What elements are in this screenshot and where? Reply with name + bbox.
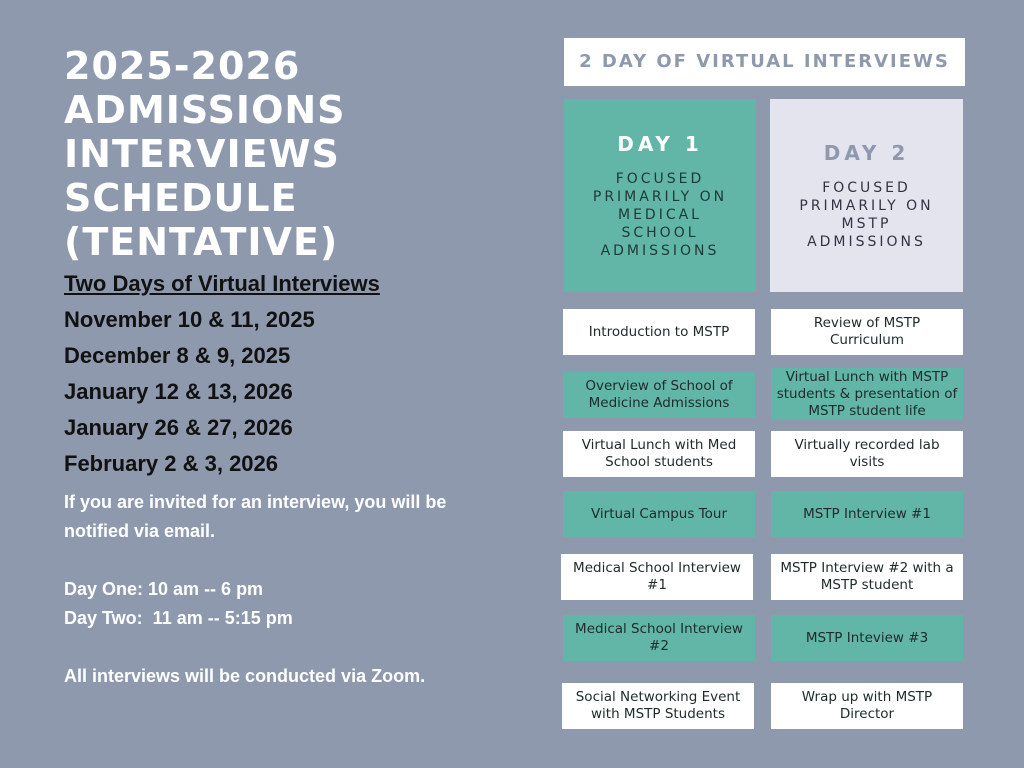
day2-title: DAY 2 [823, 140, 910, 165]
date-item: January 26 & 27, 2026 [64, 415, 293, 440]
invite-note: If you are invited for an interview, you will be notified via email. [64, 492, 447, 541]
day2-slot-1: Review of MSTP Curriculum [771, 309, 963, 355]
date-item: February 2 & 3, 2026 [64, 451, 279, 476]
date-item: December 8 & 9, 2025 [64, 343, 291, 368]
title-line: 2025-2026 [64, 44, 301, 88]
spacer [64, 546, 484, 575]
interview-dates [64, 268, 484, 484]
day1-slot-7: Social Networking Event with MSTP Students [562, 683, 754, 729]
day1-title: DAY 1 [617, 131, 703, 156]
title-line: ADMISSIONS [64, 88, 346, 132]
day2-description: FOCUSED PRIMARILY ON MSTP ADMISSIONS [799, 179, 934, 250]
title-line: SCHEDULE [64, 176, 298, 220]
day2-box [770, 99, 963, 292]
zoom-note: All interviews will be conducted via Zoom. [64, 666, 426, 686]
day1-box [564, 99, 756, 292]
day2-slot-2: Virtual Lunch with MSTP students & presentation of MSTP student life [771, 368, 963, 420]
day2-slot-7: Wrap up with MSTP Director [771, 683, 963, 729]
page-title [64, 44, 484, 264]
day-two-hours: Day Two: 11 am -- 5:15 pm [64, 608, 293, 628]
day2-slot-6: MSTP Inteview #3 [771, 615, 963, 661]
day1-slot-5: Medical School Interview #1 [561, 554, 753, 600]
spacer [64, 633, 484, 662]
date-item: November 10 & 11, 2025 [64, 307, 315, 332]
day-one-hours: Day One: 10 am -- 6 pm [64, 579, 264, 599]
day2-slot-4: MSTP Interview #1 [771, 491, 963, 537]
day1-slot-2: Overview of School of Medicine Admissions [563, 372, 755, 418]
schedule-header: 2 DAY OF VIRTUAL INTERVIEWS [564, 38, 965, 86]
day1-slot-4: Virtual Campus Tour [563, 491, 755, 537]
info-section [64, 488, 484, 691]
date-item: January 12 & 13, 2026 [64, 379, 293, 404]
title-line: INTERVIEWS [64, 132, 340, 176]
day2-slot-5: MSTP Interview #2 with a MSTP student [771, 554, 963, 600]
day1-description: FOCUSED PRIMARILY ON MEDICAL SCHOOL ADMISSIONS [592, 170, 728, 259]
day1-slot-1: Introduction to MSTP [563, 309, 755, 355]
day2-slot-3: Virtually recorded lab visits [771, 431, 963, 477]
title-line: (TENTATIVE) [64, 220, 339, 264]
day1-slot-3: Virtual Lunch with Med School students [563, 431, 755, 477]
dates-heading: Two Days of Virtual Interviews [64, 271, 380, 296]
day1-slot-6: Medical School Interview #2 [563, 615, 755, 661]
